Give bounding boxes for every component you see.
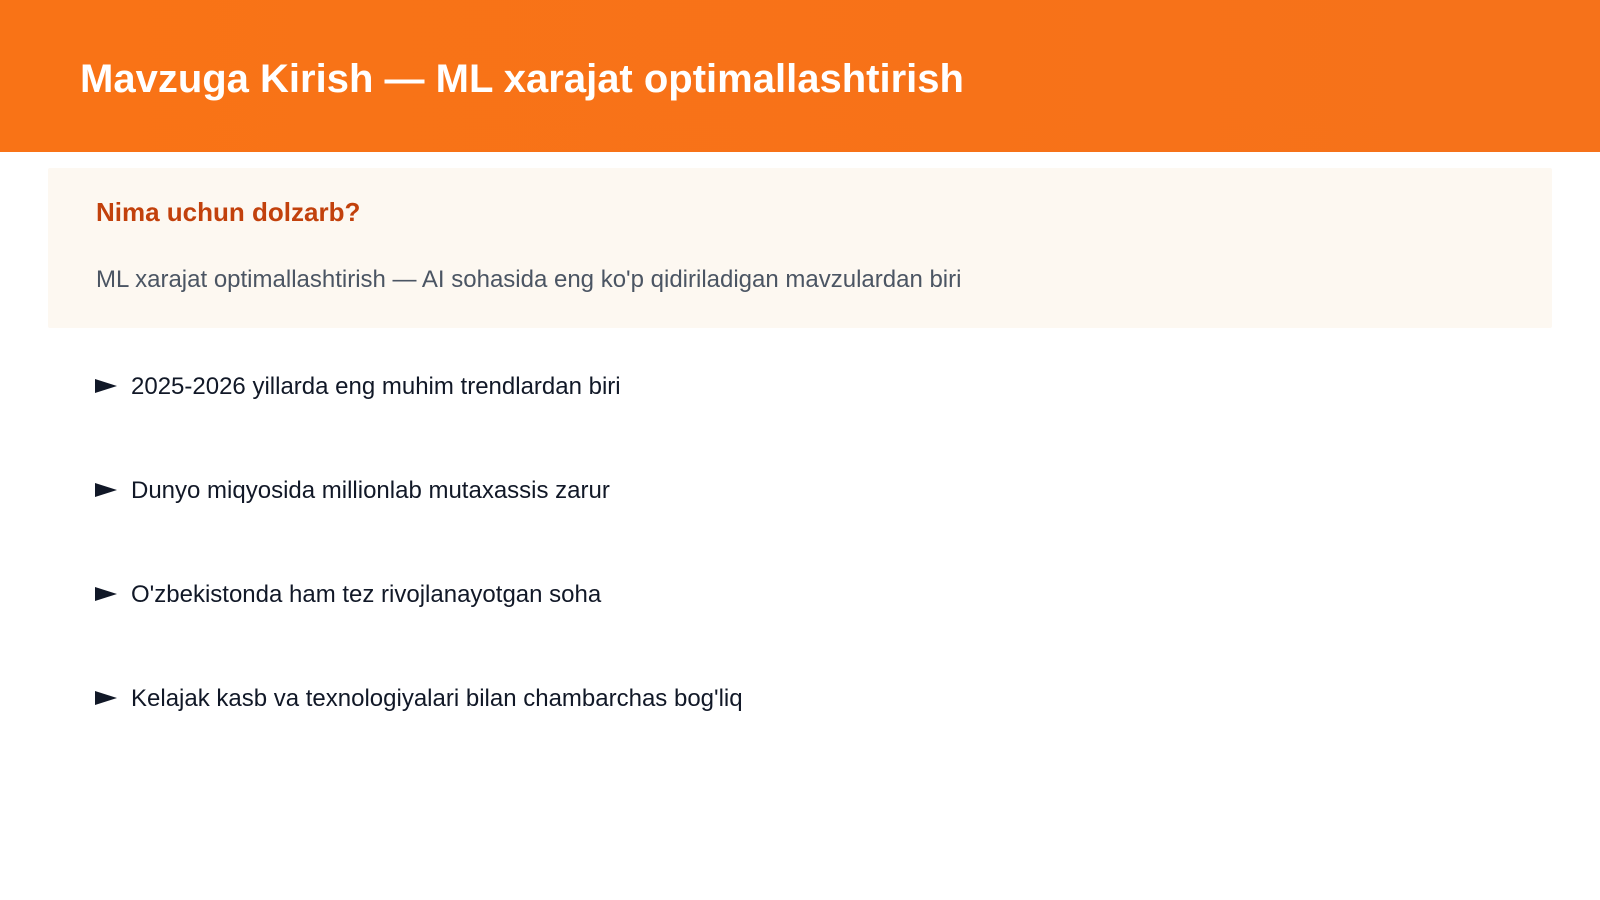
play-triangle-icon: [95, 691, 117, 705]
bullet-text: 2025-2026 yillarda eng muhim trendlardan biri: [131, 373, 621, 400]
bullet-text: O'zbekistonda ham tez rivojlanayotgan soha: [131, 581, 602, 608]
callout-body: ML xarajat optimallashtirish — AI sohasida eng ko'p qidiriladigan mavzulardan biri: [96, 266, 962, 293]
play-triangle-icon: [95, 379, 117, 393]
bullet-text: Kelajak kasb va texnologiyalari bilan chambarchas bog'liq: [131, 685, 743, 712]
callout-heading: Nima uchun dolzarb?: [96, 197, 361, 227]
slide-header: [0, 0, 1600, 152]
play-triangle-icon: [95, 587, 117, 601]
bullet-text: Dunyo miqyosida millionlab mutaxassis zarur: [131, 477, 610, 504]
slide-title: Mavzuga Kirish — ML xarajat optimallashtirish: [80, 57, 964, 101]
play-triangle-icon: [95, 483, 117, 497]
intro-callout: [48, 168, 1552, 328]
